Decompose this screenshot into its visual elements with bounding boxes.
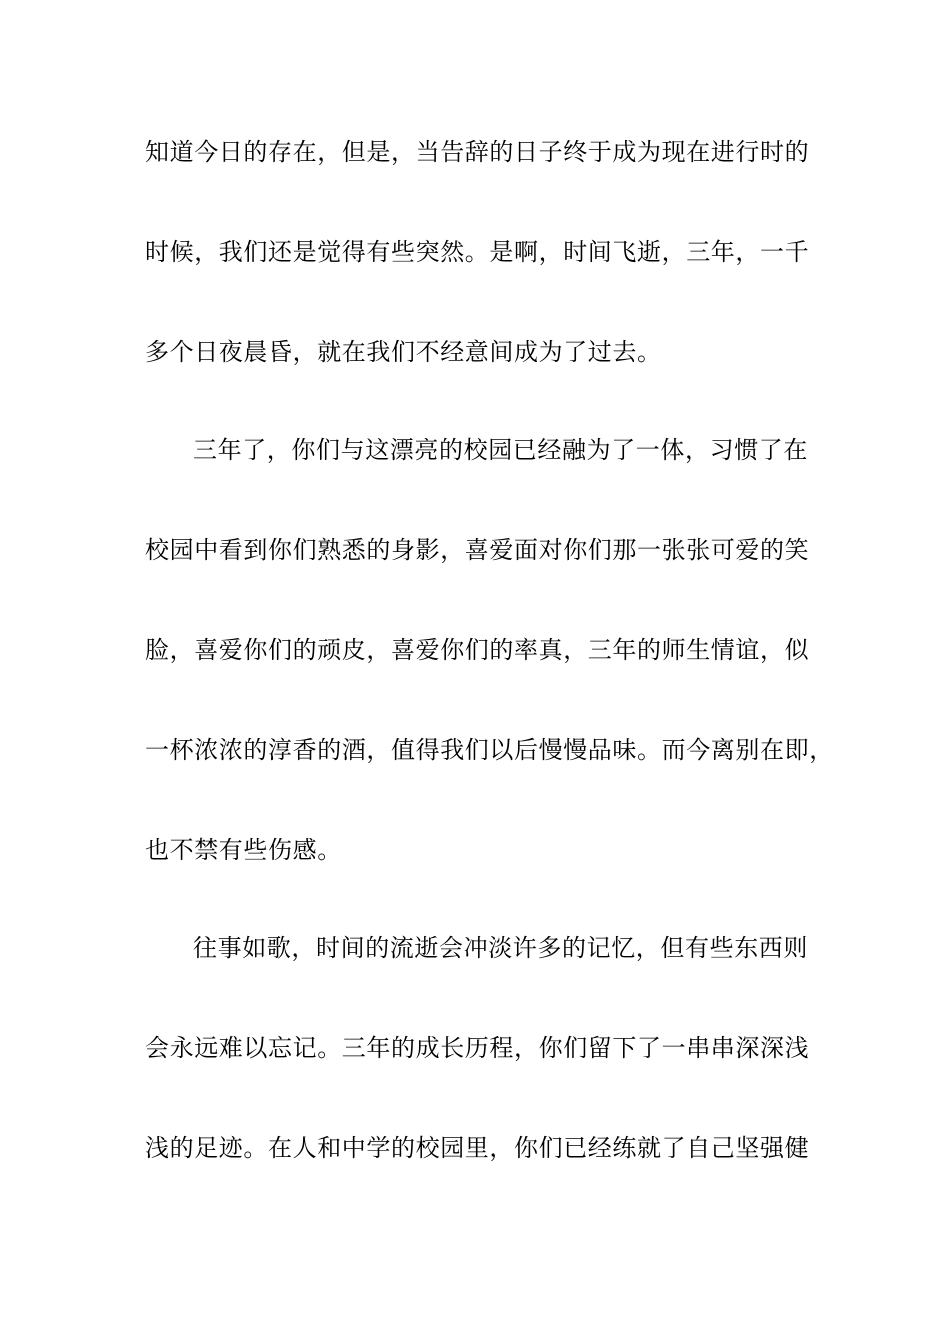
text-line: 校园中看到你们熟悉的身影，喜爱面对你们那一张张可爱的笑 [145,536,810,564]
text-line: 会永远难以忘记。三年的成长历程，你们留下了一串串深深浅 [145,1034,810,1062]
text-line: 知道今日的存在，但是，当告辞的日子终于成为现在进行时的 [145,138,810,166]
text-line: 一杯浓浓的淳香的酒，值得我们以后慢慢品味。而今离别在即， [145,736,834,764]
text-line: 脸，喜爱你们的顽皮，喜爱你们的率真，三年的师生情谊，似 [145,636,810,664]
text-line: 也不禁有些伤感。 [145,836,342,864]
text-line: 多个日夜晨昏，就在我们不经意间成为了过去。 [145,338,662,366]
text-line: 浅的足迹。在人和中学的校园里，你们已经练就了自己坚强健 [145,1134,810,1162]
paragraph-start-line: 三年了，你们与这漂亮的校园已经融为了一体，习惯了在 [193,436,808,464]
paragraph-start-line: 往事如歌，时间的流逝会冲淡许多的记忆，但有些东西则 [193,934,808,962]
text-line: 时候，我们还是觉得有些突然。是啊，时间飞逝，三年，一千 [145,238,810,266]
